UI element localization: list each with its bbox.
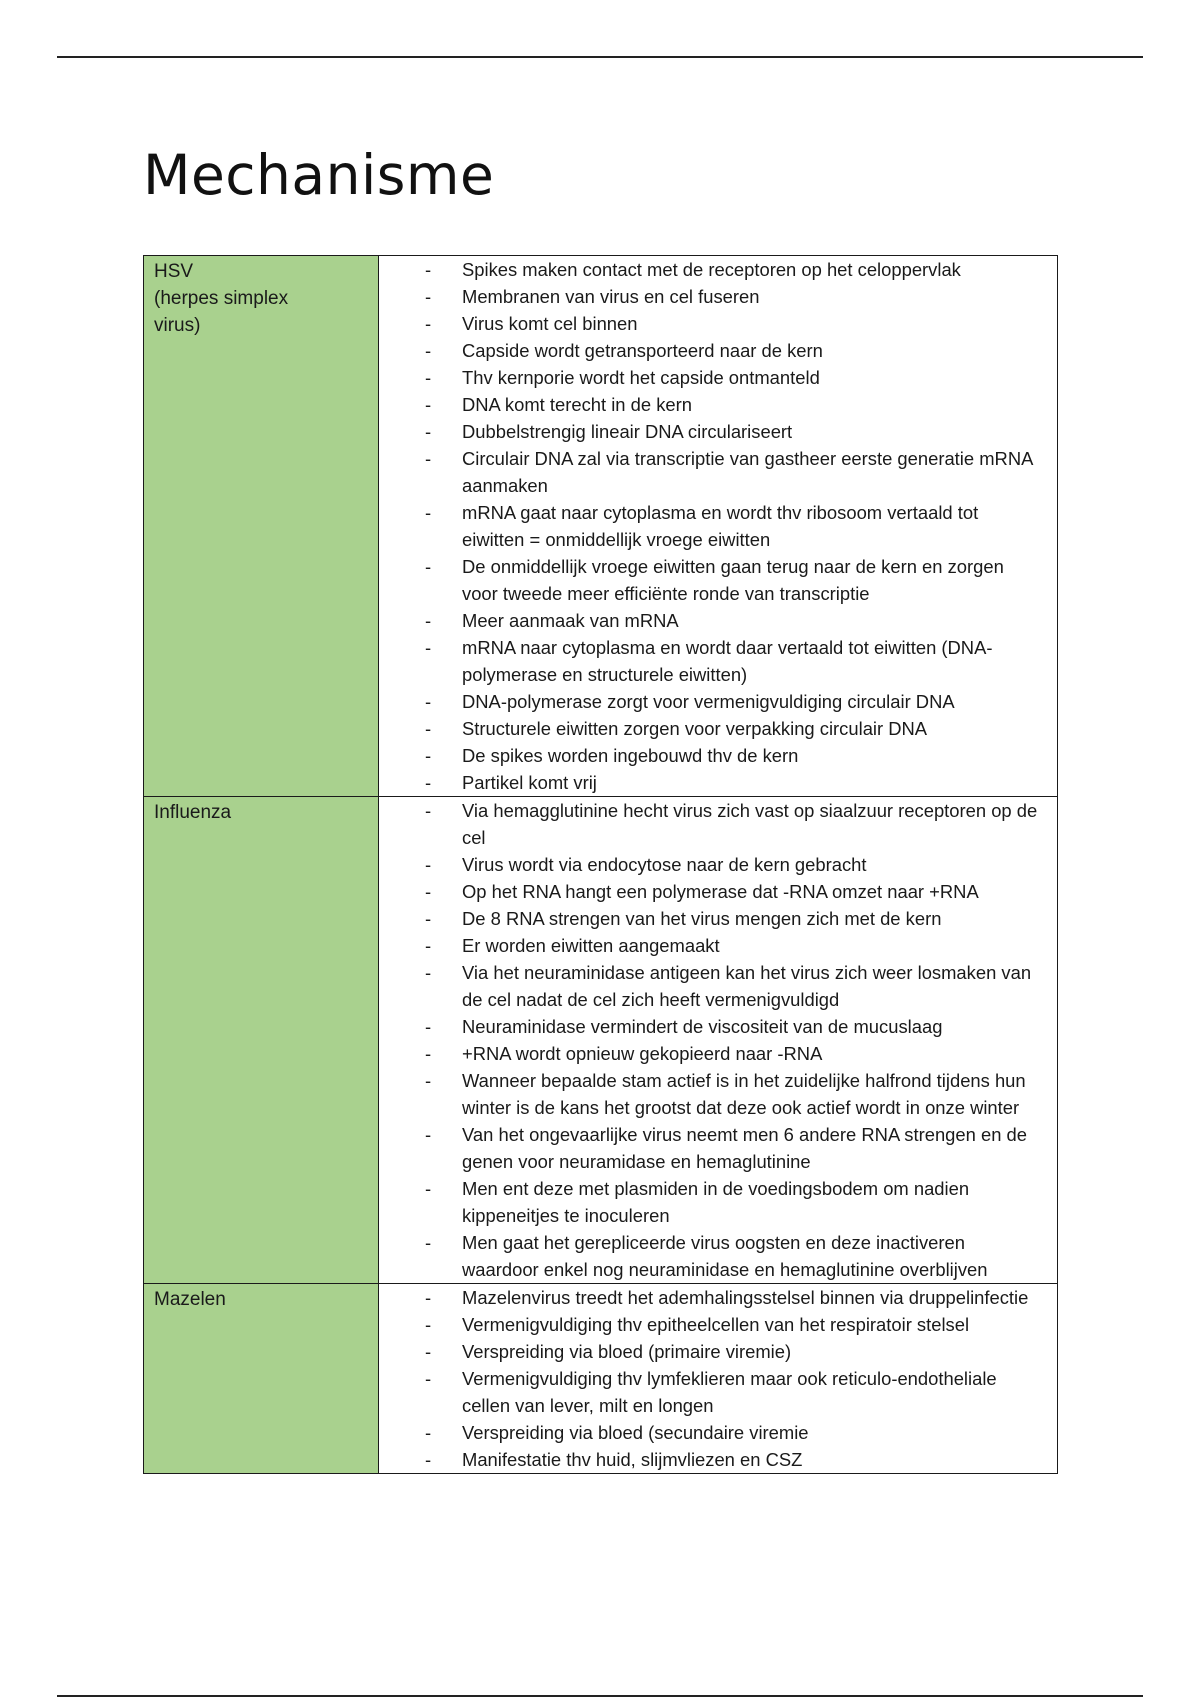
bullet-dash: - <box>425 908 432 929</box>
step-text: Op het RNA hangt een polymerase dat -RNA omzet naar +RNA <box>462 881 979 902</box>
list-item <box>379 418 1043 445</box>
list-item <box>379 1175 1043 1229</box>
list-item <box>379 634 1043 688</box>
step-text: Spikes maken contact met de receptoren op het celoppervlak <box>462 259 961 280</box>
virus-label-cell <box>144 797 379 1284</box>
list-item <box>379 283 1043 310</box>
list-item <box>379 878 1043 905</box>
list-item <box>379 553 1043 607</box>
virus-label-line: HSV <box>154 261 194 282</box>
list-item <box>379 310 1043 337</box>
step-text: +RNA wordt opnieuw gekopieerd naar -RNA <box>462 1043 823 1064</box>
step-text: Thv kernporie wordt het capside ontmanteld <box>462 367 820 388</box>
list-item <box>379 959 1043 1013</box>
bullet-dash: - <box>425 935 432 956</box>
list-item <box>379 1419 1043 1446</box>
bullet-dash: - <box>425 340 432 361</box>
step-text: DNA-polymerase zorgt voor vermenigvuldiging circulair DNA <box>462 691 955 712</box>
top-rule <box>57 56 1143 58</box>
mechanism-steps-cell <box>379 256 1058 797</box>
mechanism-step-list <box>379 1284 1043 1473</box>
bullet-dash: - <box>425 691 432 712</box>
step-text: De spikes worden ingebouwd thv de kern <box>462 745 799 766</box>
bullet-dash: - <box>425 772 432 793</box>
step-text: Circulair DNA zal via transcriptie van gastheer eerste generatie mRNA aanmaken <box>462 448 1033 496</box>
mechanism-steps-cell <box>379 797 1058 1284</box>
list-item <box>379 607 1043 634</box>
bullet-dash: - <box>425 1314 432 1335</box>
step-text: Men gaat het gerepliceerde virus oogsten en deze inactiveren waardoor enkel nog neuraminidase en hemaglutinine overblijven <box>462 1232 988 1280</box>
page-title: Mechanisme <box>143 143 495 207</box>
table-body <box>144 256 1058 1474</box>
bullet-dash: - <box>425 1070 432 1091</box>
bullet-dash: - <box>425 556 432 577</box>
step-text: Vermenigvuldiging thv epitheelcellen van het respiratoir stelsel <box>462 1314 970 1335</box>
list-item <box>379 1284 1043 1311</box>
list-item <box>379 769 1043 796</box>
step-text: Dubbelstrengig lineair DNA circulariseert <box>462 421 793 442</box>
bullet-dash: - <box>425 1016 432 1037</box>
step-text: Verspreiding via bloed (primaire viremie) <box>462 1341 792 1362</box>
step-text: Structurele eiwitten zorgen voor verpakking circulair DNA <box>462 718 928 739</box>
bullet-dash: - <box>425 800 432 821</box>
bullet-dash: - <box>425 1287 432 1308</box>
step-text: Via het neuraminidase antigeen kan het virus zich weer losmaken van de cel nadat de cel zich heeft vermenigvuldigd <box>462 962 1032 1010</box>
bullet-dash: - <box>425 610 432 631</box>
step-text: Meer aanmaak van mRNA <box>462 610 679 631</box>
list-item <box>379 1229 1043 1283</box>
virus-label-cell <box>144 1284 379 1474</box>
bullet-dash: - <box>425 1422 432 1443</box>
bullet-dash: - <box>425 1124 432 1145</box>
bottom-rule <box>57 1695 1143 1697</box>
list-item <box>379 715 1043 742</box>
step-text: Men ent deze met plasmiden in de voedingsbodem om nadien kippeneitjes te inoculeren <box>462 1178 970 1226</box>
table-row <box>144 256 1058 797</box>
bullet-dash: - <box>425 854 432 875</box>
table-row <box>144 797 1058 1284</box>
bullet-dash: - <box>425 962 432 983</box>
bullet-dash: - <box>425 637 432 658</box>
bullet-dash: - <box>425 394 432 415</box>
bullet-dash: - <box>425 367 432 388</box>
step-text: Mazelenvirus treedt het ademhalingsstelsel binnen via druppelinfectie <box>462 1287 1029 1308</box>
list-item <box>379 499 1043 553</box>
bullet-dash: - <box>425 448 432 469</box>
mechanism-table <box>143 255 1058 1474</box>
step-text: Er worden eiwitten aangemaakt <box>462 935 720 956</box>
virus-label-line: (herpes simplex <box>154 288 289 309</box>
virus-label-line: virus) <box>154 315 201 336</box>
virus-label-line: Influenza <box>154 802 232 823</box>
step-text: Manifestatie thv huid, slijmvliezen en CSZ <box>462 1449 803 1470</box>
step-text: mRNA naar cytoplasma en wordt daar vertaald tot eiwitten (DNA-polymerase en structurele eiwitten) <box>462 637 993 685</box>
list-item <box>379 1365 1043 1419</box>
step-text: Verspreiding via bloed (secundaire viremie <box>462 1422 809 1443</box>
list-item <box>379 932 1043 959</box>
bullet-dash: - <box>425 881 432 902</box>
mechanism-step-list <box>379 797 1043 1283</box>
list-item <box>379 1121 1043 1175</box>
bullet-dash: - <box>425 1449 432 1470</box>
step-text: Via hemagglutinine hecht virus zich vast op siaalzuur receptoren op de cel <box>462 800 1038 848</box>
bullet-dash: - <box>425 502 432 523</box>
step-text: Neuraminidase vermindert de viscositeit van de mucuslaag <box>462 1016 943 1037</box>
step-text: Virus komt cel binnen <box>462 313 638 334</box>
step-text: Wanneer bepaalde stam actief is in het zuidelijke halfrond tijdens hun winter is de kans het grootst dat deze ook actief wordt in onze winter <box>462 1070 1026 1118</box>
bullet-dash: - <box>425 421 432 442</box>
bullet-dash: - <box>425 313 432 334</box>
step-text: Virus wordt via endocytose naar de kern gebracht <box>462 854 867 875</box>
bullet-dash: - <box>425 1178 432 1199</box>
step-text: mRNA gaat naar cytoplasma en wordt thv ribosoom vertaald tot eiwitten = onmiddellijk vroege eiwitten <box>462 502 979 550</box>
table-row <box>144 1284 1058 1474</box>
list-item <box>379 1446 1043 1473</box>
list-item <box>379 1013 1043 1040</box>
virus-label-line: Mazelen <box>154 1289 226 1310</box>
step-text: Van het ongevaarlijke virus neemt men 6 andere RNA strengen en de genen voor neuramidase en hemaglutinine <box>462 1124 1027 1172</box>
bullet-dash: - <box>425 718 432 739</box>
step-text: Membranen van virus en cel fuseren <box>462 286 760 307</box>
bullet-dash: - <box>425 745 432 766</box>
bullet-dash: - <box>425 259 432 280</box>
bullet-dash: - <box>425 1341 432 1362</box>
list-item <box>379 1040 1043 1067</box>
list-item <box>379 742 1043 769</box>
list-item <box>379 797 1043 851</box>
step-text: Partikel komt vrij <box>462 772 597 793</box>
list-item <box>379 391 1043 418</box>
list-item <box>379 905 1043 932</box>
list-item <box>379 445 1043 499</box>
step-text: De 8 RNA strengen van het virus mengen zich met de kern <box>462 908 942 929</box>
list-item <box>379 1067 1043 1121</box>
bullet-dash: - <box>425 1043 432 1064</box>
list-item <box>379 851 1043 878</box>
list-item <box>379 1311 1043 1338</box>
bullet-dash: - <box>425 1368 432 1389</box>
mechanism-step-list <box>379 256 1043 796</box>
virus-label-cell <box>144 256 379 797</box>
mechanism-steps-cell <box>379 1284 1058 1474</box>
step-text: Capside wordt getransporteerd naar de kern <box>462 340 823 361</box>
list-item <box>379 688 1043 715</box>
list-item <box>379 256 1043 283</box>
list-item <box>379 1338 1043 1365</box>
bullet-dash: - <box>425 286 432 307</box>
step-text: Vermenigvuldiging thv lymfeklieren maar ook reticulo-endotheliale cellen van lever, milt en longen <box>462 1368 997 1416</box>
list-item <box>379 364 1043 391</box>
bullet-dash: - <box>425 1232 432 1253</box>
step-text: DNA komt terecht in de kern <box>462 394 692 415</box>
step-text: De onmiddellijk vroege eiwitten gaan terug naar de kern en zorgen voor tweede meer efficiënte ronde van transcriptie <box>462 556 1004 604</box>
list-item <box>379 337 1043 364</box>
